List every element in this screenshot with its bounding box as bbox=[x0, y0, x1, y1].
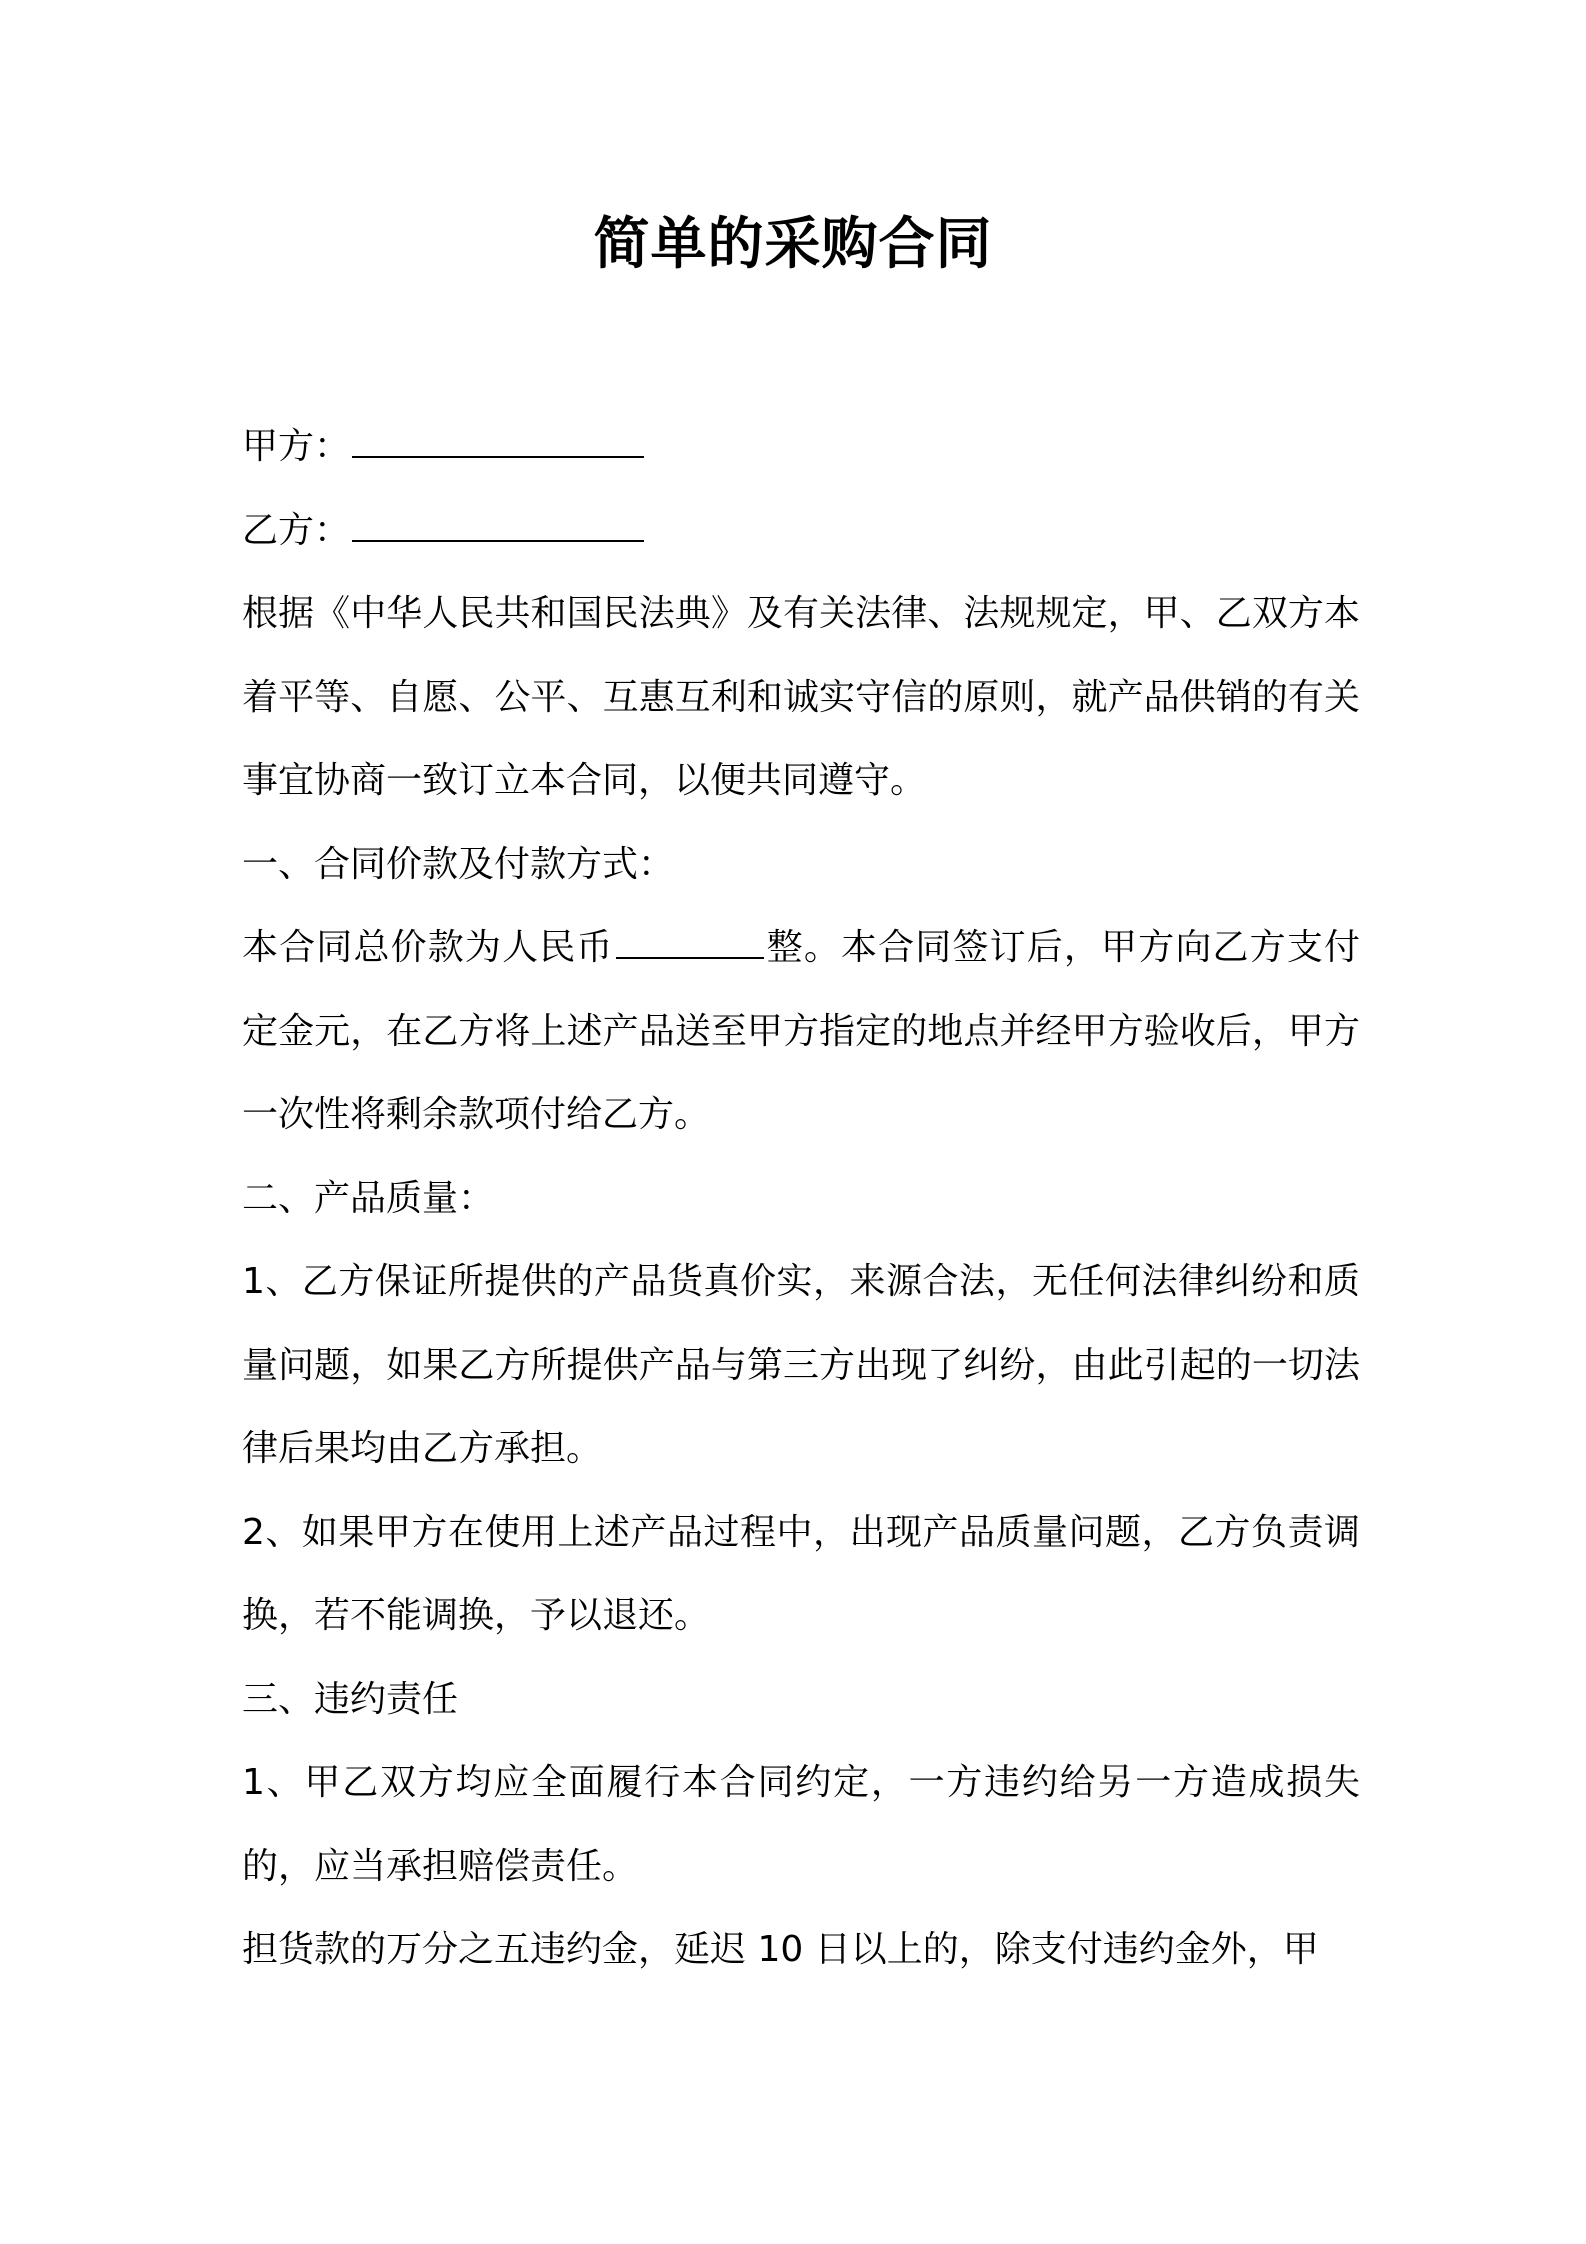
party-a-blank bbox=[352, 428, 644, 458]
section2-heading: 二、产品质量： bbox=[242, 1177, 495, 1219]
document-title: 简单的采购合同 bbox=[593, 212, 993, 277]
section2-clause2: 2、如果甲方在使用上述产品过程中，出现产品质量问题，乙方负责调换，若不能调换，予以退还。 bbox=[242, 1511, 1360, 1636]
party-a-line bbox=[242, 405, 1360, 489]
party-b-line bbox=[242, 489, 1360, 573]
party-a-label: 甲方： bbox=[242, 426, 351, 467]
section3-clause1: 1、甲乙双方均应全面履行本合同约定，一方违约给另一方造成损失的，应当承担赔偿责任。 bbox=[242, 1762, 1360, 1887]
price-text-before: 本合同总价款为人民币 bbox=[242, 927, 614, 968]
section3-heading: 三、违约责任 bbox=[242, 1678, 459, 1720]
party-b-blank bbox=[352, 512, 644, 542]
preamble-paragraph: 根据《中华人民共和国民法典》及有关法律、法规规定，甲、乙双方本着平等、自愿、公平、互惠互利和诚实守信的原则，就产品供销的有关事宜协商一致订立本合同，以便共同遵守。 bbox=[242, 593, 1360, 801]
section3-clause2-partial: 担货款的万分之五违约金，延迟 10 日以上的，除支付违约金外，甲 bbox=[242, 1929, 1319, 1970]
party-b-label: 乙方： bbox=[242, 509, 351, 551]
section1-heading: 一、合同价款及付款方式： bbox=[242, 843, 675, 885]
section2-clause1: 1、乙方保证所提供的产品货真价实，来源合法，无任何法律纠纷和质量问题，如果乙方所提供产品与第三方出现了纠纷，由此引起的一切法律后果均由乙方承担。 bbox=[242, 1261, 1360, 1469]
section1-paragraph bbox=[242, 906, 1360, 1157]
price-blank bbox=[616, 929, 764, 959]
document-body bbox=[242, 405, 1360, 1992]
price-text-after: 整。本合同签订后，甲方向乙方支付定金元，在乙方将上述产品送至甲方指定的地点并经甲方验收后，甲方一次性将剩余款项付给乙方。 bbox=[242, 927, 1360, 1135]
